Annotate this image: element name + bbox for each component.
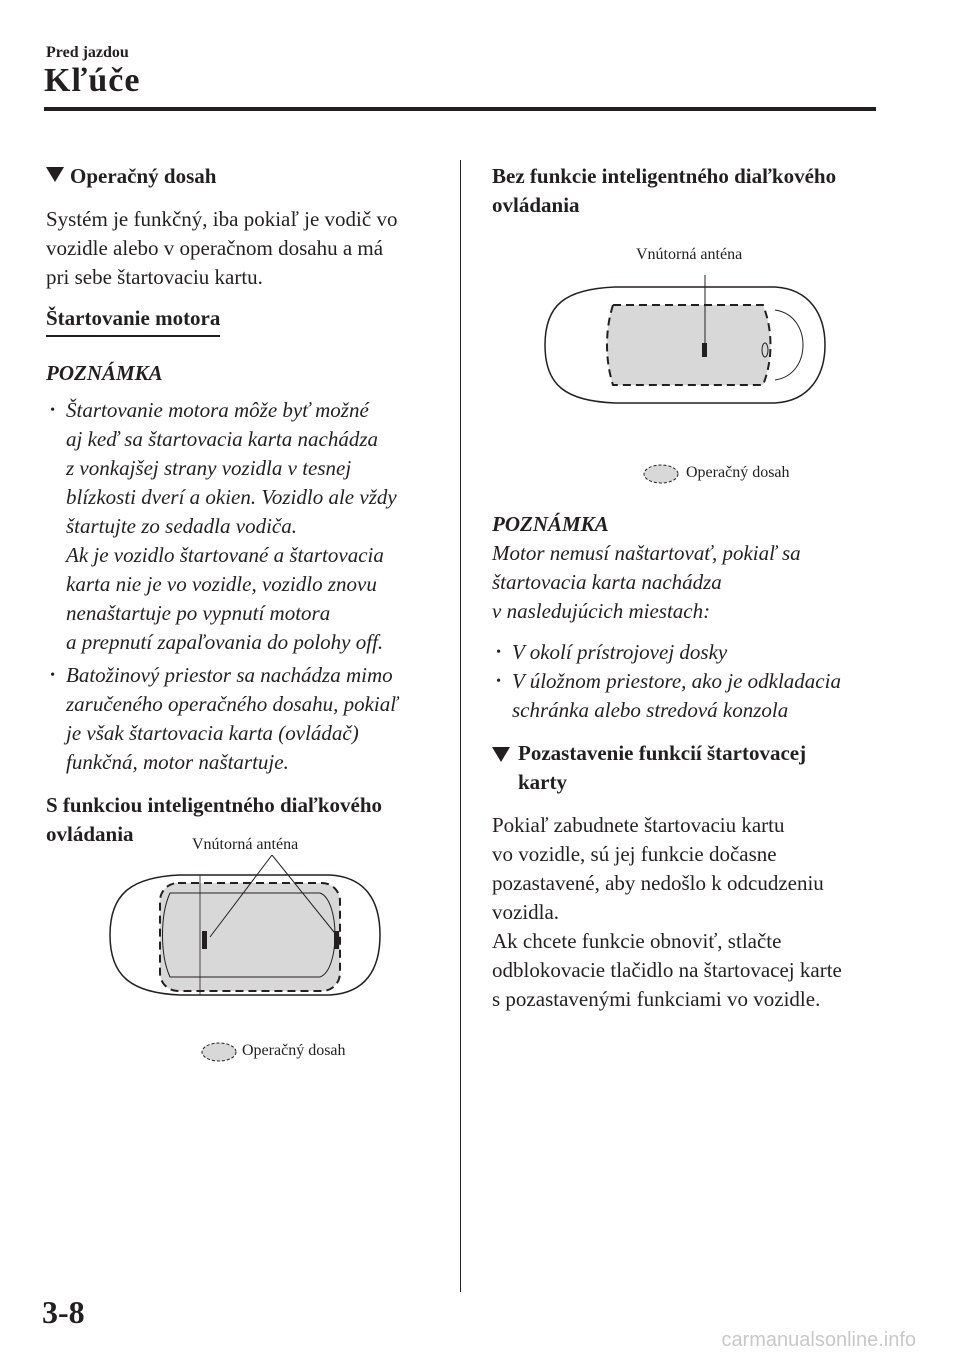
- triangle-marker-icon: [46, 167, 64, 182]
- note-title: POZNÁMKA: [492, 512, 609, 536]
- heading-engine-start: Štartovanie motora: [46, 304, 220, 337]
- range-legend-icon: [642, 462, 682, 486]
- heading-operating-range: Operačný dosah: [46, 162, 446, 191]
- watermark: carmanualsonline.info: [721, 1329, 916, 1351]
- header-rule: [44, 107, 876, 111]
- paragraph-suspend-desc: Pokiaľ zabudnete štartovaciu kartu vo vozidle, sú jej funkcie dočasne pozastavené, aby nedošlo k odcudzeniu vozidla. Ak chcete funkcie obnoviť, stlačte odblokovacie tlačidlo na štartovacej karte s pozastavenými funkciami vo vozidle.: [492, 813, 842, 1011]
- paragraph-range-desc: Systém je funkčný, iba pokiaľ je vodič vo vozidle alebo v operačnom dosahu a má pri sebe štartovaciu kartu.: [46, 207, 398, 289]
- heading-suspend-functions: Pozastavenie funkcií štartovacej karty: [492, 739, 892, 797]
- figure-label-range: Operačný dosah: [242, 1042, 346, 1059]
- triangle-marker-icon: [492, 747, 510, 762]
- note-bullet: • V úložnom priestore, ako je odkladacia schránka alebo stredová konzola: [492, 667, 892, 725]
- heading-with-smart-key: S funkciou inteligentného diaľkového ovládania: [46, 793, 382, 846]
- left-column: [46, 162, 446, 849]
- figure-label-range: Operačný dosah: [686, 464, 790, 481]
- note-bullet: • V okolí prístrojovej dosky: [492, 638, 892, 667]
- note-bullet: • Batožinový priestor sa nachádza mimo zaručeného operačného dosahu, pokiaľ je však štartovacia karta (ovládač) funkčná, motor naštartuje.: [46, 661, 446, 777]
- range-legend-icon: [200, 1040, 240, 1064]
- chapter-title: Kľúče: [44, 62, 141, 99]
- note-text: Motor nemusí naštartovať, pokiaľ sa štartovacia karta nachádza v nasledujúcich miestach:: [492, 541, 801, 623]
- note-title: POZNÁMKA: [46, 361, 163, 385]
- car-diagram-smart: [90, 855, 390, 1015]
- figure-label-antenna: Vnútorná anténa: [192, 836, 299, 853]
- right-column: [492, 162, 892, 220]
- figure-label-antenna: Vnútorná anténa: [636, 246, 743, 263]
- page-number: 3-8: [42, 1294, 85, 1330]
- right-column-lower: [492, 510, 892, 1014]
- section-label: Pred jazdou: [46, 44, 129, 61]
- note-bullet: • Štartovanie motora môže byť možné aj keď sa štartovacia karta nachádza z vonkajšej strany vozidla v tesnej blízkosti dverí a okien. Vozidlo ale vždy štartujte zo sedadla vodiča. Ak je vozidlo štartované a štartovacia karta nie je vo vozidle, vozidlo znovu nenaštartuje po vypnutí motora a prepnutí zapaľovania do polohy off.: [46, 396, 446, 657]
- column-divider: [460, 160, 461, 1292]
- heading-without-smart-key: Bez funkcie inteligentného diaľkového ovládania: [492, 164, 837, 217]
- car-diagram-basic: [535, 275, 835, 415]
